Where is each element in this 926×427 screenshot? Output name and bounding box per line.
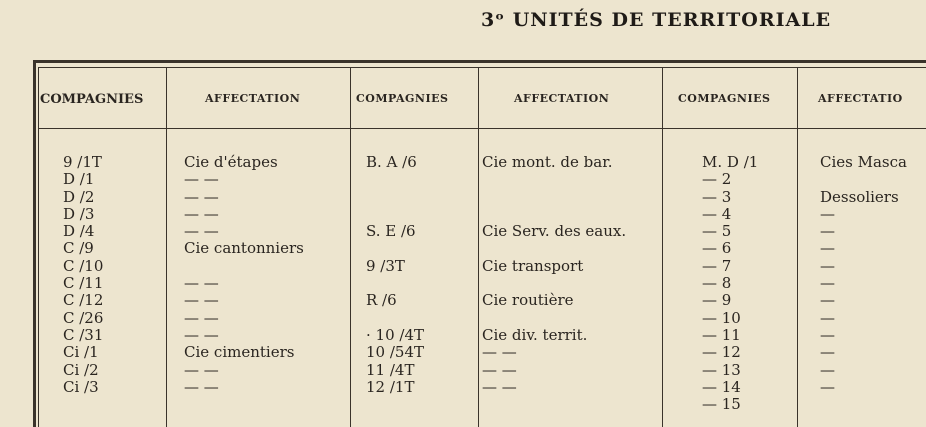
table-cell [482, 275, 626, 292]
table-cell: — 7 [702, 256, 732, 275]
table-cell: — 9 [702, 291, 732, 310]
table-cell [366, 240, 424, 257]
table-cell: — 13 [702, 360, 741, 379]
column-affectation-2 [482, 154, 626, 396]
table-cell: Cies Masca [820, 153, 907, 171]
table-cell: Ci /3 [63, 377, 99, 396]
table-cell: — [820, 274, 835, 293]
table-cell: 11 /4T [366, 360, 415, 379]
table-cell: — — [184, 274, 219, 293]
table-cell: — — [184, 308, 219, 327]
table-cell: — 4 [702, 204, 732, 223]
table-cell: — — [184, 170, 219, 189]
table-cell [184, 258, 304, 275]
table-cell: — [820, 239, 835, 258]
table-cell: C /31 [63, 325, 104, 344]
column-divider [166, 67, 167, 427]
table-cell: Cie cimentiers [184, 343, 295, 362]
table-cell: C /10 [63, 256, 104, 275]
table-cell: — 8 [702, 274, 732, 293]
table-cell: 9 /3T [366, 256, 405, 275]
table-cell [366, 171, 424, 188]
table-cell: — 3 [702, 187, 732, 206]
header-compagnies-1: COMPAGNIES [40, 92, 144, 107]
table-cell: — — [184, 187, 219, 206]
column-affectation-3 [820, 154, 907, 396]
table-cell: B. A /6 [366, 153, 417, 171]
table-cell: Cie d'étapes [184, 153, 278, 171]
table-cell: D /4 [63, 222, 95, 241]
table-cell [366, 275, 424, 292]
table-cell: C /9 [63, 239, 94, 258]
column-compagnies-2 [366, 154, 424, 396]
table-cell: — 10 [702, 308, 741, 327]
table-cell: Cie div. territ. [482, 325, 588, 344]
column-divider [662, 67, 663, 427]
table-cell: — 14 [702, 377, 741, 396]
table-cell [482, 240, 626, 257]
column-divider [478, 67, 479, 427]
table-cell [482, 206, 626, 223]
table-cell: — [820, 343, 835, 362]
table-cell: R /6 [366, 291, 397, 310]
table-inner-top-rule [38, 67, 926, 68]
table-cell: — — [184, 291, 219, 310]
table-cell: — 6 [702, 239, 732, 258]
header-affectation-2: AFFECTATION [514, 92, 610, 105]
column-divider [350, 67, 351, 427]
table-cell: D /1 [63, 170, 95, 189]
table-cell: Ci /1 [63, 343, 99, 362]
table-cell: — — [184, 360, 219, 379]
table-cell [366, 206, 424, 223]
table-cell: — — [482, 343, 517, 362]
table-cell [366, 189, 424, 206]
table-cell: 10 /54T [366, 343, 425, 362]
table-cell: C /26 [63, 308, 104, 327]
table-cell: Cie routière [482, 291, 574, 310]
table-cell: — [820, 308, 835, 327]
table-cell: M. D /1 [702, 153, 759, 171]
table-cell: — 5 [702, 222, 732, 241]
column-compagnies-3 [702, 154, 758, 413]
table-cell: Cie Serv. des eaux. [482, 222, 627, 241]
header-affectation-1: AFFECTATION [205, 92, 301, 105]
table-cell: — — [184, 325, 219, 344]
table-cell [482, 171, 626, 188]
table-cell: 12 /1T [366, 377, 415, 396]
table-cell: Dessoliers [820, 187, 899, 206]
header-affectation-3: AFFECTATIO [818, 92, 903, 105]
column-compagnies-1 [63, 154, 103, 396]
table-cell: — [820, 222, 835, 241]
page-title: 3ᵒ UNITÉS DE TERRITORIALE [481, 9, 832, 31]
table-cell: · 10 /4T [366, 325, 424, 344]
table-cell: D /3 [63, 204, 95, 223]
table-cell: — — [184, 222, 219, 241]
table-cell: Cie mont. de bar. [482, 153, 613, 171]
table-cell [366, 310, 424, 327]
table-cell: 9 /1T [63, 153, 102, 171]
table-cell [482, 310, 626, 327]
table-cell: — [820, 291, 835, 310]
table-cell: — — [482, 360, 517, 379]
table-inner-left-rule [38, 67, 39, 427]
table-cell: — — [482, 377, 517, 396]
table-cell: — 12 [702, 343, 741, 362]
table-cell: Cie transport [482, 256, 584, 275]
table-cell: — [820, 360, 835, 379]
table-cell: — [820, 204, 835, 223]
table-cell: — [820, 256, 835, 275]
table-cell: D /2 [63, 187, 95, 206]
table-cell: — 2 [702, 170, 732, 189]
table-cell: C /12 [63, 291, 104, 310]
table-cell: — — [184, 204, 219, 223]
table-cell: S. E /6 [366, 222, 416, 241]
column-affectation-1 [184, 154, 304, 396]
table-cell: — [820, 377, 835, 396]
table-cell: Cie cantonniers [184, 239, 304, 258]
table-cell: — 15 [702, 395, 741, 414]
table-cell: — 11 [702, 325, 741, 344]
table-cell: Ci /2 [63, 360, 99, 379]
column-divider [797, 67, 798, 427]
header-rule [38, 128, 926, 129]
header-compagnies-3: COMPAGNIES [678, 92, 771, 105]
table-cell: — [820, 325, 835, 344]
table-cell: C /11 [63, 274, 104, 293]
table-cell [820, 171, 907, 188]
table-cell [482, 189, 626, 206]
header-compagnies-2: COMPAGNIES [356, 92, 449, 105]
table-cell: — — [184, 377, 219, 396]
